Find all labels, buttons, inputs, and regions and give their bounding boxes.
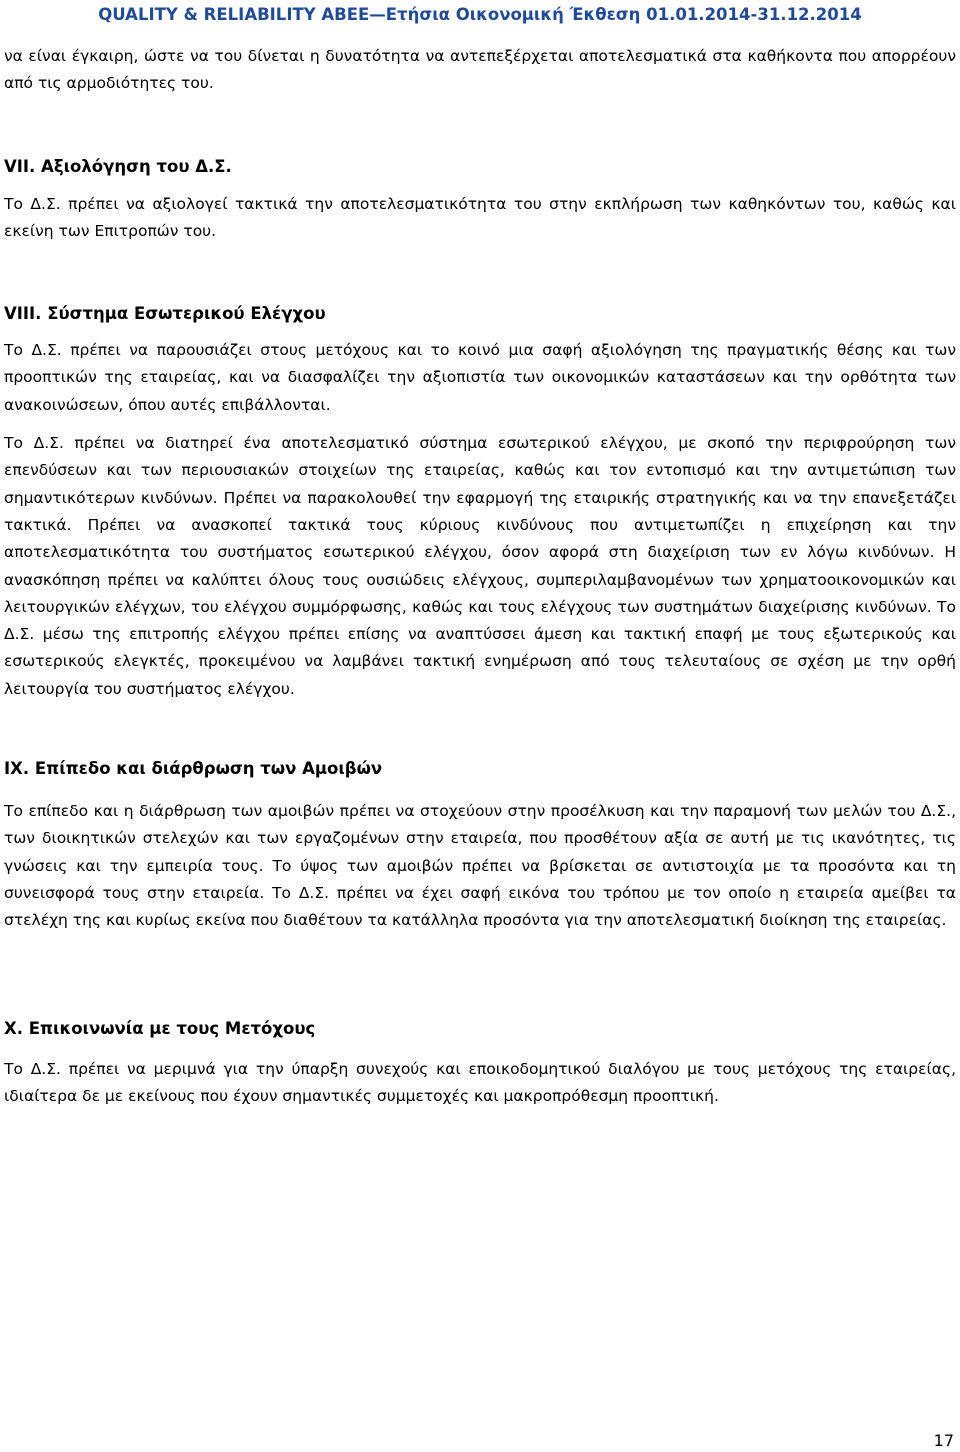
section-viii-paragraph-1: Το Δ.Σ. πρέπει να παρουσιάζει στους μετόχους και το κοινό μια σαφή αξιολόγηση της πραγματικής θέσης και των προοπτικών της εταιρείας, και να διασφαλίζει την αξιοπιστία των οικονομικών καταστάσεων και την ορθότητα των ανακοινώσεων, όπου αυτές επιβάλλονται.: [4, 341, 956, 414]
section-x-paragraph: Το Δ.Σ. πρέπει να μεριμνά για την ύπαρξη συνεχούς και εποικοδομητικού διαλόγου με τους μετόχους της εταιρείας, ιδιαίτερα δε με εκείνους που έχουν σημαντικές συμμετοχές και μακροπρόθεσμη προοπτική.: [4, 1059, 956, 1105]
page-header-title: QUALITY & RELIABILITY ABEE—Ετήσια Οικονομική Έκθεση 01.01.2014-31.12.2014: [98, 5, 862, 24]
intro-paragraph: να είναι έγκαιρη, ώστε να του δίνεται η δυνατότητα να αντεπεξέρχεται αποτελεσματικά στα καθήκοντα που απορρέουν από τις αρμοδιότητες του.: [4, 47, 956, 93]
section-vii-paragraph: Το Δ.Σ. πρέπει να αξιολογεί τακτικά την αποτελεσματικότητα του στην εκπλήρωση των καθηκόντων του, καθώς και εκείνη των Επιτροπών του.: [4, 194, 956, 240]
section-viii-paragraph-2: Το Δ.Σ. πρέπει να διατηρεί ένα αποτελεσματικό σύστημα εσωτερικού ελέγχου, με σκοπό την περιφρούρηση των επενδύσεων και των περιουσιακών στοιχείων της εταιρείας, καθώς και τον εντοπισμό και την αντιμετώπιση των σημαντικότερων κινδύνων. Πρέπει να παρακολουθεί την εφαρμογή της εταιρικής στρατηγικής και να την επανεξετάζει τακτικά. Πρέπει να ανασκοπεί τακτικά τους κύριους κινδύνους που αντιμετωπίζει η επιχείρηση και την αποτελεσματικότητα του συστήματος εσωτερικού ελέγχου, όσον αφορά στη διαχείριση των εν λόγω κινδύνων. Η ανασκόπηση πρέπει να καλύπτει όλους τους ουσιώδεις ελέγχους, συμπεριλαμβανομένων των χρηματοοικονομικών και λειτουργικών ελέγχων, του ελέγχου συμμόρφωσης, καθώς και τους ελέγχους των συστημάτων διαχείρισης κινδύνων. Το Δ.Σ. μέσω της επιτροπής ελέγχου πρέπει επίσης να αναπτύσσει άμεση και τακτική επαφή με τους εξωτερικούς και εσωτερικούς ελεγκτές, προκειμένου να λαμβάνει τακτική ενημέρωση από τους τελευταίους σε σχέση με την ορθή λειτουργία του συστήματος ελέγχου.: [4, 434, 956, 698]
section-vii-heading: VII. Αξιολόγηση του Δ.Σ.: [4, 156, 232, 176]
section-ix-paragraph: Το επίπεδο και η διάρθρωση των αμοιβών πρέπει να στοχεύουν στην προσέλκυση και την παραμονή των μελών του Δ.Σ., των διοικητικών στελεχών και των εργαζομένων στην εταιρεία, που προσθέτουν αξία σε αυτή με τις ικανότητες, τις γνώσεις και την εμπειρία τους. Το ύψος των αμοιβών πρέπει να βρίσκεται σε αντιστοιχία με τα προσόντα και τη συνεισφορά τους στην εταιρεία. Το Δ.Σ. πρέπει να έχει σαφή εικόνα του τρόπου με τον οποίο η εταιρεία αμείβει τα στελέχη της και κυρίως εκείνα που διαθέτουν τα κατάλληλα προσόντα για την αποτελεσματική διοίκηση της εταιρείας.: [4, 802, 956, 930]
page-number: 17: [933, 1431, 954, 1450]
section-ix-heading: IX. Επίπεδο και διάρθρωση των Αμοιβών: [4, 759, 383, 779]
section-x-heading: X. Επικοινωνία με τους Μετόχους: [4, 1018, 316, 1038]
section-viii-heading: VIII. Σύστημα Εσωτερικού Ελέγχου: [4, 304, 326, 324]
document-body: [4, 43, 956, 1110]
